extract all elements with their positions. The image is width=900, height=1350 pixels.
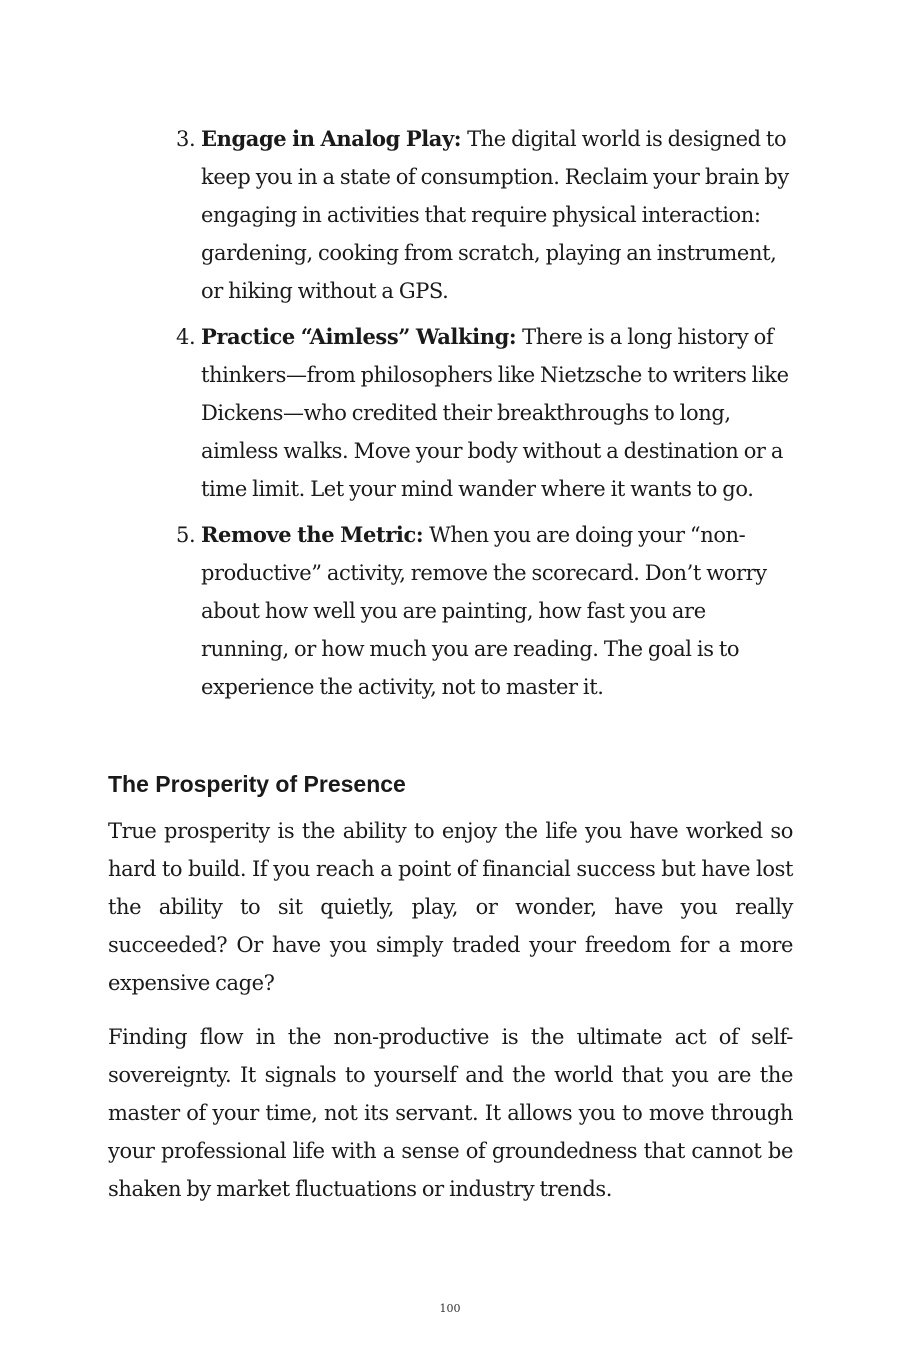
list-item [176, 318, 796, 508]
list-item-text: The digital world is designed to keep you in a state of consumption. Reclaim your brain by engaging in activities that require physical interaction: gardening, cooking from scratch, playing an instrument, or hiking without a GPS. [201, 127, 789, 303]
page-number: 100 [439, 1302, 461, 1315]
body-paragraph: Finding flow in the non-productive is the ultimate act of self-sovereignty. It signals to yourself and the world that you are the master of your time, not its servant. It allows you to move through your professional life with a sense of groundedness that cannot be shaken by market fluctuations or industry trends. [108, 1025, 793, 1201]
list-item-number: 3. [176, 127, 196, 151]
list-item [176, 516, 796, 706]
list-item-term: Remove the Metric: [201, 522, 430, 547]
list-item-term: Engage in Analog Play: [201, 126, 468, 151]
section-heading: The Prosperity of Presence [108, 771, 406, 797]
list-item-number: 4. [176, 325, 196, 349]
body-paragraph: True prosperity is the ability to enjoy the life you have worked so hard to build. If you reach a point of financial success but have lost the ability to sit quietly, play, or wonder, have you really succeeded? Or have you simply traded your freedom for a more expensive cage? [108, 819, 793, 995]
list-item-term: Practice “Aimless” Walking: [201, 324, 523, 349]
list-item-number: 5. [176, 523, 196, 547]
numbered-list [176, 120, 796, 714]
list-item-text: There is a long history of thinkers—from philosophers like Nietzsche to writers like Dickens—who credited their breakthroughs to long, aimless walks. Move your body without a destination or a time limit. Let your mind wander where it wants to go. [201, 325, 789, 501]
list-item-text: When you are doing your “non-productive” activity, remove the scorecard. Don’t worry about how well you are painting, how fast you are running, or how much you are reading. The goal is to experience the activity, not to master it. [201, 523, 767, 699]
list-item [176, 120, 796, 310]
